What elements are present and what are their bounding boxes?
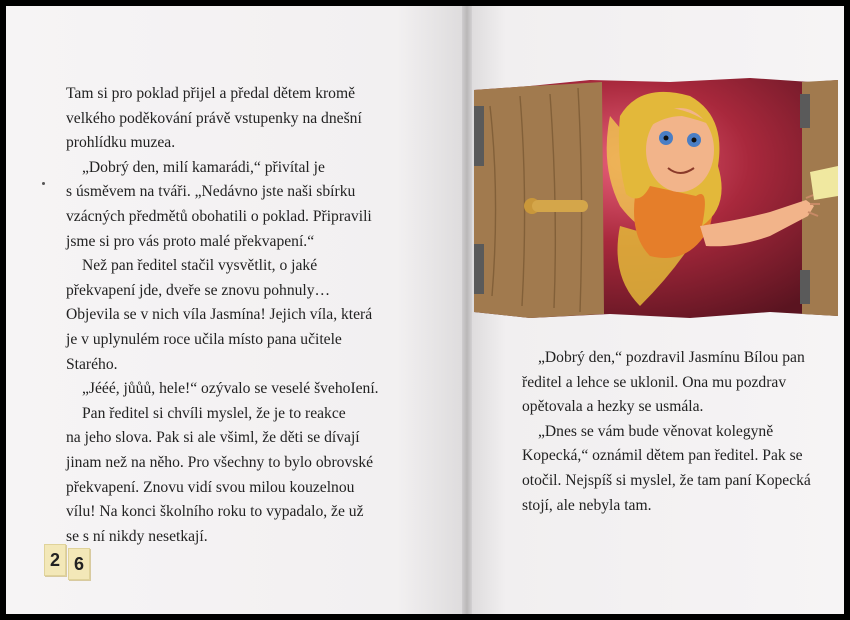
door-hinge [474, 106, 484, 166]
fairy-door-illustration [470, 76, 842, 320]
page-number-digit: 6 [68, 548, 90, 580]
right-page-text [522, 346, 838, 518]
frame-hinge [800, 94, 810, 128]
door-hinge [474, 244, 484, 294]
door-handle [532, 200, 588, 212]
paragraph: Než pan ředitel stačil vysvětlit, o jaké překvapení jde, dveře se znovu pohnuly… Objevila se v nich víla Jasmína! Jejich víla, která je v uplynulém roce učila místo pana učitele Starého. [66, 257, 373, 373]
frame-hinge [800, 270, 810, 304]
fairy-pupil [692, 138, 697, 143]
left-page-text [66, 82, 426, 549]
paragraph: „Dnes se vám bude věnovat kolegyně Kopecká,“ oznámil dětem pan ředitel. Pak se otočil. Nejspíš si myslel, že tam paní Kopecká stojí, ale nebyla tam. [522, 422, 811, 514]
paragraph: Tam si pro poklad přijel a předal dětem kromě velkého poděkování právě vstupenky na dnešní prohlídku muzea. [66, 85, 362, 152]
paper-note [810, 166, 838, 200]
paragraph: Pan ředitel si chvíli myslel, že je to reakce na jeho slova. Pak si ale všiml, že děti se dívají jinam než na něho. Pro všechny to bylo obrovské překvapení. Znovu vidí svou milou kouzelnou vílu! Na konci školního roku to vypadalo, že už se s ní nikdy nesetkají. [66, 404, 374, 545]
paragraph: „Dobrý den,“ pozdravil Jasmínu Bílou pan ředitel a lehce se uklonil. Ona mu pozdrav opětovala a hezky se usmála. [522, 349, 805, 416]
paragraph: „Jééé, jůůů, hele!“ ozývalo se veselé švehoIení. [82, 380, 379, 398]
page-number-digit: 2 [44, 544, 66, 576]
page-number [44, 548, 90, 580]
paragraph: „Dobrý den, milí kamarádi,“ přivítal je s úsměvem na tváři. „Nedávno jste naši sbírku vzácných předmětů obohatili o poklad. Připravili jsme si pro vás proto malé překvapení.“ [66, 158, 372, 250]
fairy-pupil [664, 136, 669, 141]
speck-mark [42, 182, 45, 185]
